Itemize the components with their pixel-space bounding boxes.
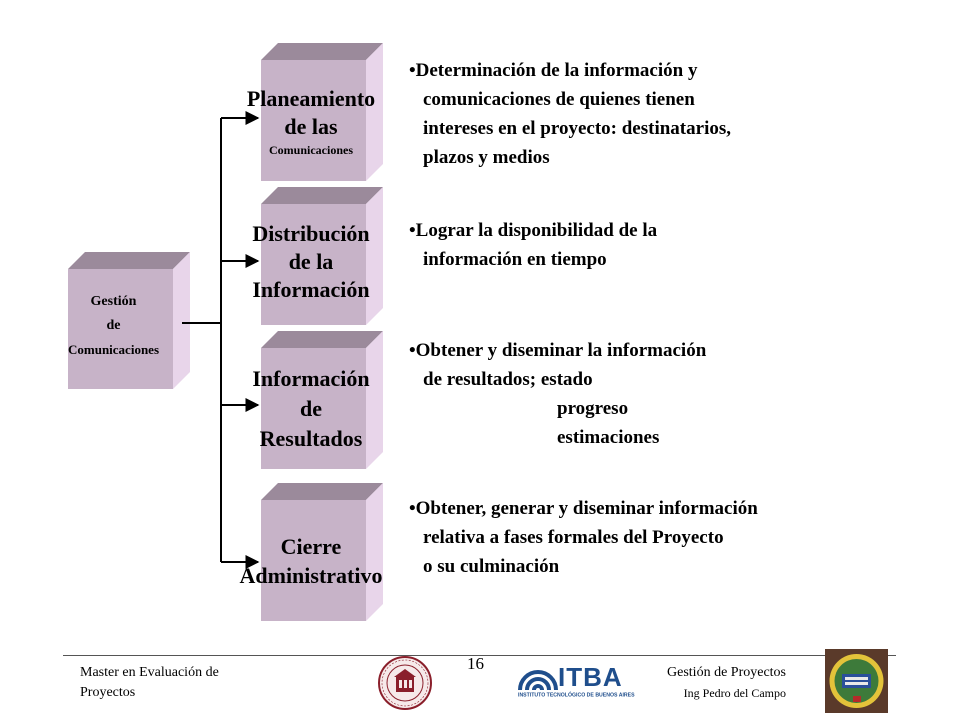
desc-4-line-3: o su culminación xyxy=(423,556,560,577)
itba-logo-mark xyxy=(518,666,558,692)
process-1-line-2: de las xyxy=(284,114,338,139)
desc-3-line-4: estimaciones xyxy=(557,427,660,448)
process-box-distribucion xyxy=(252,187,383,325)
itba-logo-text: ITBA xyxy=(558,662,623,692)
desc-4-line-1: •Obtener, generar y diseminar información xyxy=(409,498,758,519)
description-cierre xyxy=(409,494,758,581)
footer-right-text xyxy=(650,663,786,703)
process-2-line-3: Información xyxy=(252,277,370,302)
desc-2-line-2: información en tiempo xyxy=(423,249,607,270)
description-planeamiento xyxy=(409,56,731,172)
process-label-resultados xyxy=(231,364,391,454)
description-resultados xyxy=(409,336,706,452)
desc-1-line-2: comunicaciones de quienes tienen xyxy=(423,89,695,110)
process-label-planeamiento xyxy=(231,85,391,159)
process-4-line-1: Cierre xyxy=(280,534,342,559)
process-label-cierre xyxy=(216,532,406,590)
desc-2-line-1: •Lograr la disponibilidad de la xyxy=(409,220,658,241)
footer-right-line-2: Ing Pedro del Campo xyxy=(683,686,786,700)
footer-left-text xyxy=(80,663,219,703)
desc-1-line-1: •Determinación de la información y xyxy=(409,60,698,81)
itba-logo xyxy=(518,664,646,704)
process-2-line-1: Distribución xyxy=(252,221,370,246)
process-3-line-3: Resultados xyxy=(259,426,363,451)
root-line-1: Gestión xyxy=(90,294,137,309)
footer-left-line-2: Proyectos xyxy=(80,685,136,700)
root-line-3: Comunicaciones xyxy=(68,342,159,357)
itba-logo-subtext: INSTITUTO TECNOLÓGICO DE BUENOS AIRES xyxy=(518,693,635,699)
desc-3-line-1: •Obtener y diseminar la información xyxy=(409,340,707,361)
page-number: 16 xyxy=(467,654,484,673)
desc-1-line-4: plazos y medios xyxy=(423,147,550,168)
desc-1-line-3: intereses en el proyecto: destinatarios, xyxy=(423,118,731,139)
course-emblem-logo xyxy=(825,649,888,713)
process-3-line-2: de xyxy=(300,396,322,421)
university-seal-logo xyxy=(378,656,432,710)
process-2-line-2: de la xyxy=(288,249,334,274)
desc-3-line-3: progreso xyxy=(557,398,629,419)
process-1-sub: Comunicaciones xyxy=(269,143,353,157)
process-4-line-2: Administrativo xyxy=(239,563,383,588)
root-line-2: de xyxy=(106,318,121,333)
process-box-cierre xyxy=(239,483,383,621)
process-1-line-1: Planeamiento xyxy=(246,86,376,111)
process-box-planeamiento xyxy=(246,43,383,181)
footer-left-line-1: Master en Evaluación de xyxy=(80,665,219,680)
process-label-distribucion xyxy=(231,220,391,304)
process-box-resultados xyxy=(252,331,383,469)
desc-3-line-2: de resultados; estado xyxy=(423,369,593,390)
description-distribucion xyxy=(409,216,657,274)
footer-right-line-1: Gestión de Proyectos xyxy=(667,665,786,680)
desc-4-line-2: relativa a fases formales del Proyecto xyxy=(423,527,724,548)
process-3-line-1: Información xyxy=(252,366,370,391)
